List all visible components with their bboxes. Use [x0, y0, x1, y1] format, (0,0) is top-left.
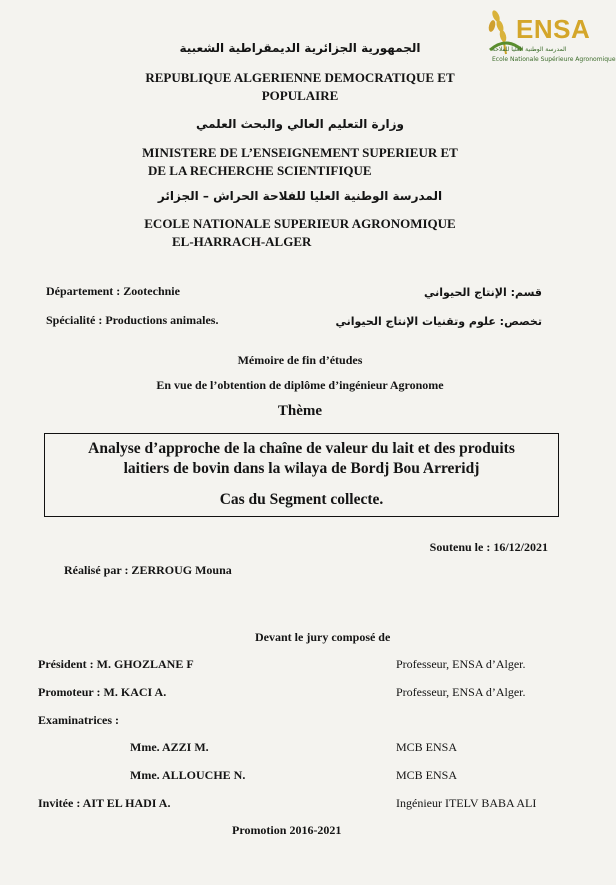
theme-line3: Cas du Segment collecte.	[219, 491, 384, 508]
theme-line1: Analyse d’approche de la chaîne de valeur du lait et des produits	[88, 440, 515, 457]
school-ar: المدرسة الوطنية العليا للفلاحة الحراش – الجزائر	[157, 189, 443, 203]
theme-line2: laitiers de bovin dans la wilaya de Bordj Bou Arreridj	[123, 460, 480, 477]
invitee-label: Invitée : AIT EL HADI A.	[38, 796, 171, 810]
memoire-title: Mémoire de fin d’études	[237, 353, 363, 367]
examiner1-title: MCB ENSA	[396, 740, 458, 754]
theme-box	[44, 433, 559, 517]
theme-label: Thème	[277, 403, 323, 419]
author: Réalisé par : ZERROUG Mouna	[64, 563, 232, 577]
promoteur-label: Promoteur : M. KACI A.	[38, 685, 167, 699]
invitee-title: Ingénieur ITELV BABA ALI	[396, 796, 537, 810]
jury-heading: Devant le jury composé de	[255, 630, 391, 644]
examiner2-name: Mme. ALLOUCHE N.	[130, 768, 246, 782]
logo-subtitle-fr: Ecole Nationale Supérieure Agronomique	[492, 56, 616, 63]
speciality-fr: Spécialité : Productions animales.	[46, 313, 219, 327]
school-fr-line1: ECOLE NATIONALE SUPERIEUR AGRONOMIQUE	[144, 216, 456, 231]
examiner2-title: MCB ENSA	[396, 768, 458, 782]
ministry-fr-line2: DE LA RECHERCHE SCIENTIFIQUE	[148, 163, 372, 178]
examinatrices-label: Examinatrices :	[38, 713, 119, 727]
president-label: Président : M. GHOZLANE F	[38, 657, 194, 671]
ministry-ar: وزارة التعليم العالي والبحث العلمي	[195, 117, 405, 131]
logo-word: ENSA	[516, 14, 591, 44]
speciality-ar: تخصص: علوم وتقنيات الإنتاج الحيواني	[335, 315, 542, 328]
memoire-subtitle: En vue de l’obtention de diplôme d’ingénieur Agronome	[156, 378, 444, 392]
promotion: Promotion 2016-2021	[232, 823, 342, 837]
examiner1-name: Mme. AZZI M.	[130, 740, 209, 754]
republic-ar: الجمهورية الجزائرية الديمقراطية الشعبية	[179, 41, 421, 55]
ministry-fr-line1: MINISTERE DE L’ENSEIGNEMENT SUPERIEUR ET	[142, 145, 458, 160]
defense-date: Soutenu le : 16/12/2021	[429, 540, 548, 554]
school-fr-line2: EL-HARRACH-ALGER	[172, 234, 312, 249]
president-title: Professeur, ENSA d’Alger.	[396, 657, 526, 671]
republic-fr-line1: REPUBLIQUE ALGERIENNE DEMOCRATIQUE ET	[145, 70, 455, 85]
promoteur-title: Professeur, ENSA d’Alger.	[396, 685, 526, 699]
department-ar: قسم: الإنتاج الحيواني	[424, 286, 542, 299]
logo-subtitle-ar: المدرسة الوطنية العليا للفلاحة	[492, 46, 567, 53]
department-fr: Département : Zootechnie	[46, 284, 180, 298]
ensa-logo	[486, 6, 616, 68]
republic-fr-line2: POPULAIRE	[261, 88, 339, 103]
